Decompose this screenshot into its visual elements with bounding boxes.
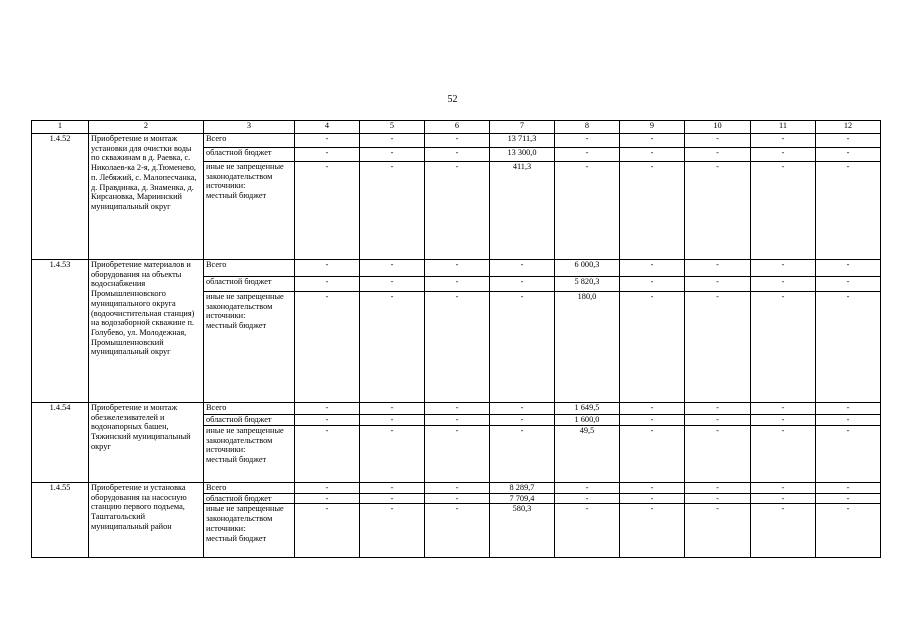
value-cell: -: [425, 260, 490, 277]
value-cell: 180,0: [555, 292, 620, 403]
value-cell: -: [620, 148, 685, 162]
table-row: [32, 134, 881, 148]
value-cell: -: [425, 426, 490, 483]
local-budget-label: местный бюджет: [206, 321, 267, 331]
source-label-total: Всего: [204, 260, 295, 277]
other-sources-label: иные не запрещенные законодательством источники:: [206, 292, 284, 321]
row-name: Приобретение материалов и оборудования на объекты водоснабжения Промышленновского муниципального округа (водоочистительная станция) на водозаборной скважине п. Голубево, ул. Молодежная, Промышленновский муниципальный округ: [89, 260, 204, 403]
value-cell: -: [295, 403, 360, 415]
other-sources-label: иные не запрещенные законодательством источники:: [206, 426, 284, 455]
source-label-other: [204, 162, 295, 260]
value-cell: -: [490, 415, 555, 426]
value-cell: -: [490, 260, 555, 277]
other-sources-label: иные не запрещенные законодательством источники:: [206, 162, 284, 191]
row-id: 1.4.55: [32, 483, 89, 558]
row-id: 1.4.53: [32, 260, 89, 403]
page-number: 52: [447, 94, 458, 105]
row-id: 1.4.52: [32, 134, 89, 260]
value-cell: 49,5: [555, 426, 620, 483]
header-cell: 6: [425, 121, 490, 134]
value-cell: 7 709,4: [490, 493, 555, 504]
value-cell: -: [816, 426, 881, 483]
value-cell: -: [751, 260, 816, 277]
value-cell: -: [360, 403, 425, 415]
value-cell: -: [555, 162, 620, 260]
value-cell: -: [425, 403, 490, 415]
value-cell: 8 289,7: [490, 483, 555, 494]
value-cell: -: [620, 426, 685, 483]
value-cell: -: [425, 162, 490, 260]
header-cell: 8: [555, 121, 620, 134]
value-cell: -: [620, 493, 685, 504]
header-cell: 10: [685, 121, 751, 134]
source-label-regional: областной бюджет: [204, 277, 295, 292]
value-cell: -: [555, 504, 620, 558]
value-cell: -: [685, 403, 751, 415]
value-cell: -: [295, 504, 360, 558]
row-id: 1.4.54: [32, 403, 89, 483]
value-cell: -: [360, 426, 425, 483]
row-name: Приобретение и монтаж обезжелезивателей и водонапорных башен, Тяжинский муниципальный округ: [89, 403, 204, 483]
value-cell: -: [425, 483, 490, 494]
value-cell: -: [816, 292, 881, 403]
value-cell: 5 820,3: [555, 277, 620, 292]
value-cell: -: [295, 260, 360, 277]
value-cell: -: [620, 134, 685, 148]
value-cell: -: [751, 148, 816, 162]
local-budget-label: местный бюджет: [206, 455, 267, 465]
value-cell: 13 711,3: [490, 134, 555, 148]
header-cell: 3: [204, 121, 295, 134]
value-cell: -: [295, 426, 360, 483]
value-cell: -: [816, 134, 881, 148]
source-label-other: [204, 292, 295, 403]
value-cell: -: [685, 277, 751, 292]
value-cell: -: [751, 134, 816, 148]
source-label-total: Всего: [204, 134, 295, 148]
value-cell: -: [295, 483, 360, 494]
value-cell: -: [425, 415, 490, 426]
value-cell: -: [816, 504, 881, 558]
source-label-total: Всего: [204, 403, 295, 415]
header-cell: 7: [490, 121, 555, 134]
header-cell: 1: [32, 121, 89, 134]
value-cell: -: [425, 292, 490, 403]
value-cell: -: [555, 134, 620, 148]
value-cell: -: [751, 426, 816, 483]
value-cell: -: [490, 403, 555, 415]
value-cell: 1 600,0: [555, 415, 620, 426]
value-cell: -: [620, 504, 685, 558]
value-cell: -: [360, 415, 425, 426]
value-cell: -: [816, 415, 881, 426]
value-cell: -: [620, 277, 685, 292]
value-cell: -: [685, 415, 751, 426]
value-cell: -: [295, 277, 360, 292]
other-sources-label: иные не запрещенные законодательством источники:: [206, 504, 284, 533]
value-cell: -: [685, 504, 751, 558]
value-cell: -: [360, 504, 425, 558]
value-cell: -: [751, 162, 816, 260]
header-cell: 12: [816, 121, 881, 134]
value-cell: -: [490, 292, 555, 403]
value-cell: -: [620, 415, 685, 426]
value-cell: -: [555, 483, 620, 494]
value-cell: -: [295, 292, 360, 403]
value-cell: -: [816, 277, 881, 292]
value-cell: -: [295, 493, 360, 504]
value-cell: -: [816, 493, 881, 504]
table-row: [32, 260, 881, 277]
value-cell: -: [620, 403, 685, 415]
local-budget-label: местный бюджет: [206, 533, 267, 543]
value-cell: -: [425, 277, 490, 292]
header-cell: 5: [360, 121, 425, 134]
value-cell: -: [751, 504, 816, 558]
value-cell: -: [751, 493, 816, 504]
value-cell: -: [816, 162, 881, 260]
source-label-regional: областной бюджет: [204, 415, 295, 426]
value-cell: 6 000,3: [555, 260, 620, 277]
header-cell: 2: [89, 121, 204, 134]
value-cell: -: [360, 292, 425, 403]
value-cell: -: [620, 483, 685, 494]
value-cell: -: [490, 277, 555, 292]
value-cell: -: [685, 162, 751, 260]
value-cell: -: [751, 483, 816, 494]
value-cell: -: [685, 493, 751, 504]
value-cell: -: [360, 134, 425, 148]
header-cell: 9: [620, 121, 685, 134]
value-cell: -: [685, 260, 751, 277]
value-cell: -: [816, 483, 881, 494]
value-cell: -: [490, 426, 555, 483]
value-cell: -: [425, 493, 490, 504]
value-cell: -: [685, 483, 751, 494]
value-cell: -: [425, 134, 490, 148]
source-label-regional: областной бюджет: [204, 148, 295, 162]
value-cell: -: [295, 162, 360, 260]
source-label-total: Всего: [204, 483, 295, 494]
value-cell: -: [751, 292, 816, 403]
value-cell: 580,3: [490, 504, 555, 558]
value-cell: 1 649,5: [555, 403, 620, 415]
row-name: Приобретение и установка оборудования на насосную станцию первого подъема, Таштагольский муниципальный район: [89, 483, 204, 558]
value-cell: -: [295, 148, 360, 162]
value-cell: -: [295, 415, 360, 426]
value-cell: -: [425, 504, 490, 558]
value-cell: -: [751, 277, 816, 292]
value-cell: -: [360, 148, 425, 162]
value-cell: -: [295, 134, 360, 148]
value-cell: -: [751, 415, 816, 426]
source-label-other: [204, 426, 295, 483]
value-cell: -: [816, 260, 881, 277]
budget-table: [31, 120, 881, 558]
value-cell: -: [620, 162, 685, 260]
value-cell: -: [360, 493, 425, 504]
value-cell: -: [816, 148, 881, 162]
value-cell: -: [555, 148, 620, 162]
value-cell: -: [360, 162, 425, 260]
value-cell: -: [685, 426, 751, 483]
value-cell: -: [360, 260, 425, 277]
value-cell: -: [555, 493, 620, 504]
value-cell: 411,3: [490, 162, 555, 260]
value-cell: 13 300,0: [490, 148, 555, 162]
value-cell: -: [685, 148, 751, 162]
value-cell: -: [751, 403, 816, 415]
value-cell: -: [685, 134, 751, 148]
header-cell: 11: [751, 121, 816, 134]
table-row: [32, 403, 881, 415]
table-row: [32, 483, 881, 494]
source-label-regional: областной бюджет: [204, 493, 295, 504]
source-label-other: [204, 504, 295, 558]
value-cell: -: [360, 277, 425, 292]
header-cell: 4: [295, 121, 360, 134]
row-name: Приобретение и монтаж установки для очистки воды по скважинам в д. Раевка, с. Николаев-ка 2-я, д.Тюменево, п. Лебяжий, с. Малопесчанка, д. Правдинка, д. Знаменка, д. Кирсановка, Мариинский муниципальный округ: [89, 134, 204, 260]
value-cell: -: [425, 148, 490, 162]
local-budget-label: местный бюджет: [206, 191, 267, 201]
value-cell: -: [685, 292, 751, 403]
value-cell: -: [816, 403, 881, 415]
header-row: [32, 121, 881, 134]
value-cell: -: [620, 292, 685, 403]
value-cell: -: [620, 260, 685, 277]
value-cell: -: [360, 483, 425, 494]
